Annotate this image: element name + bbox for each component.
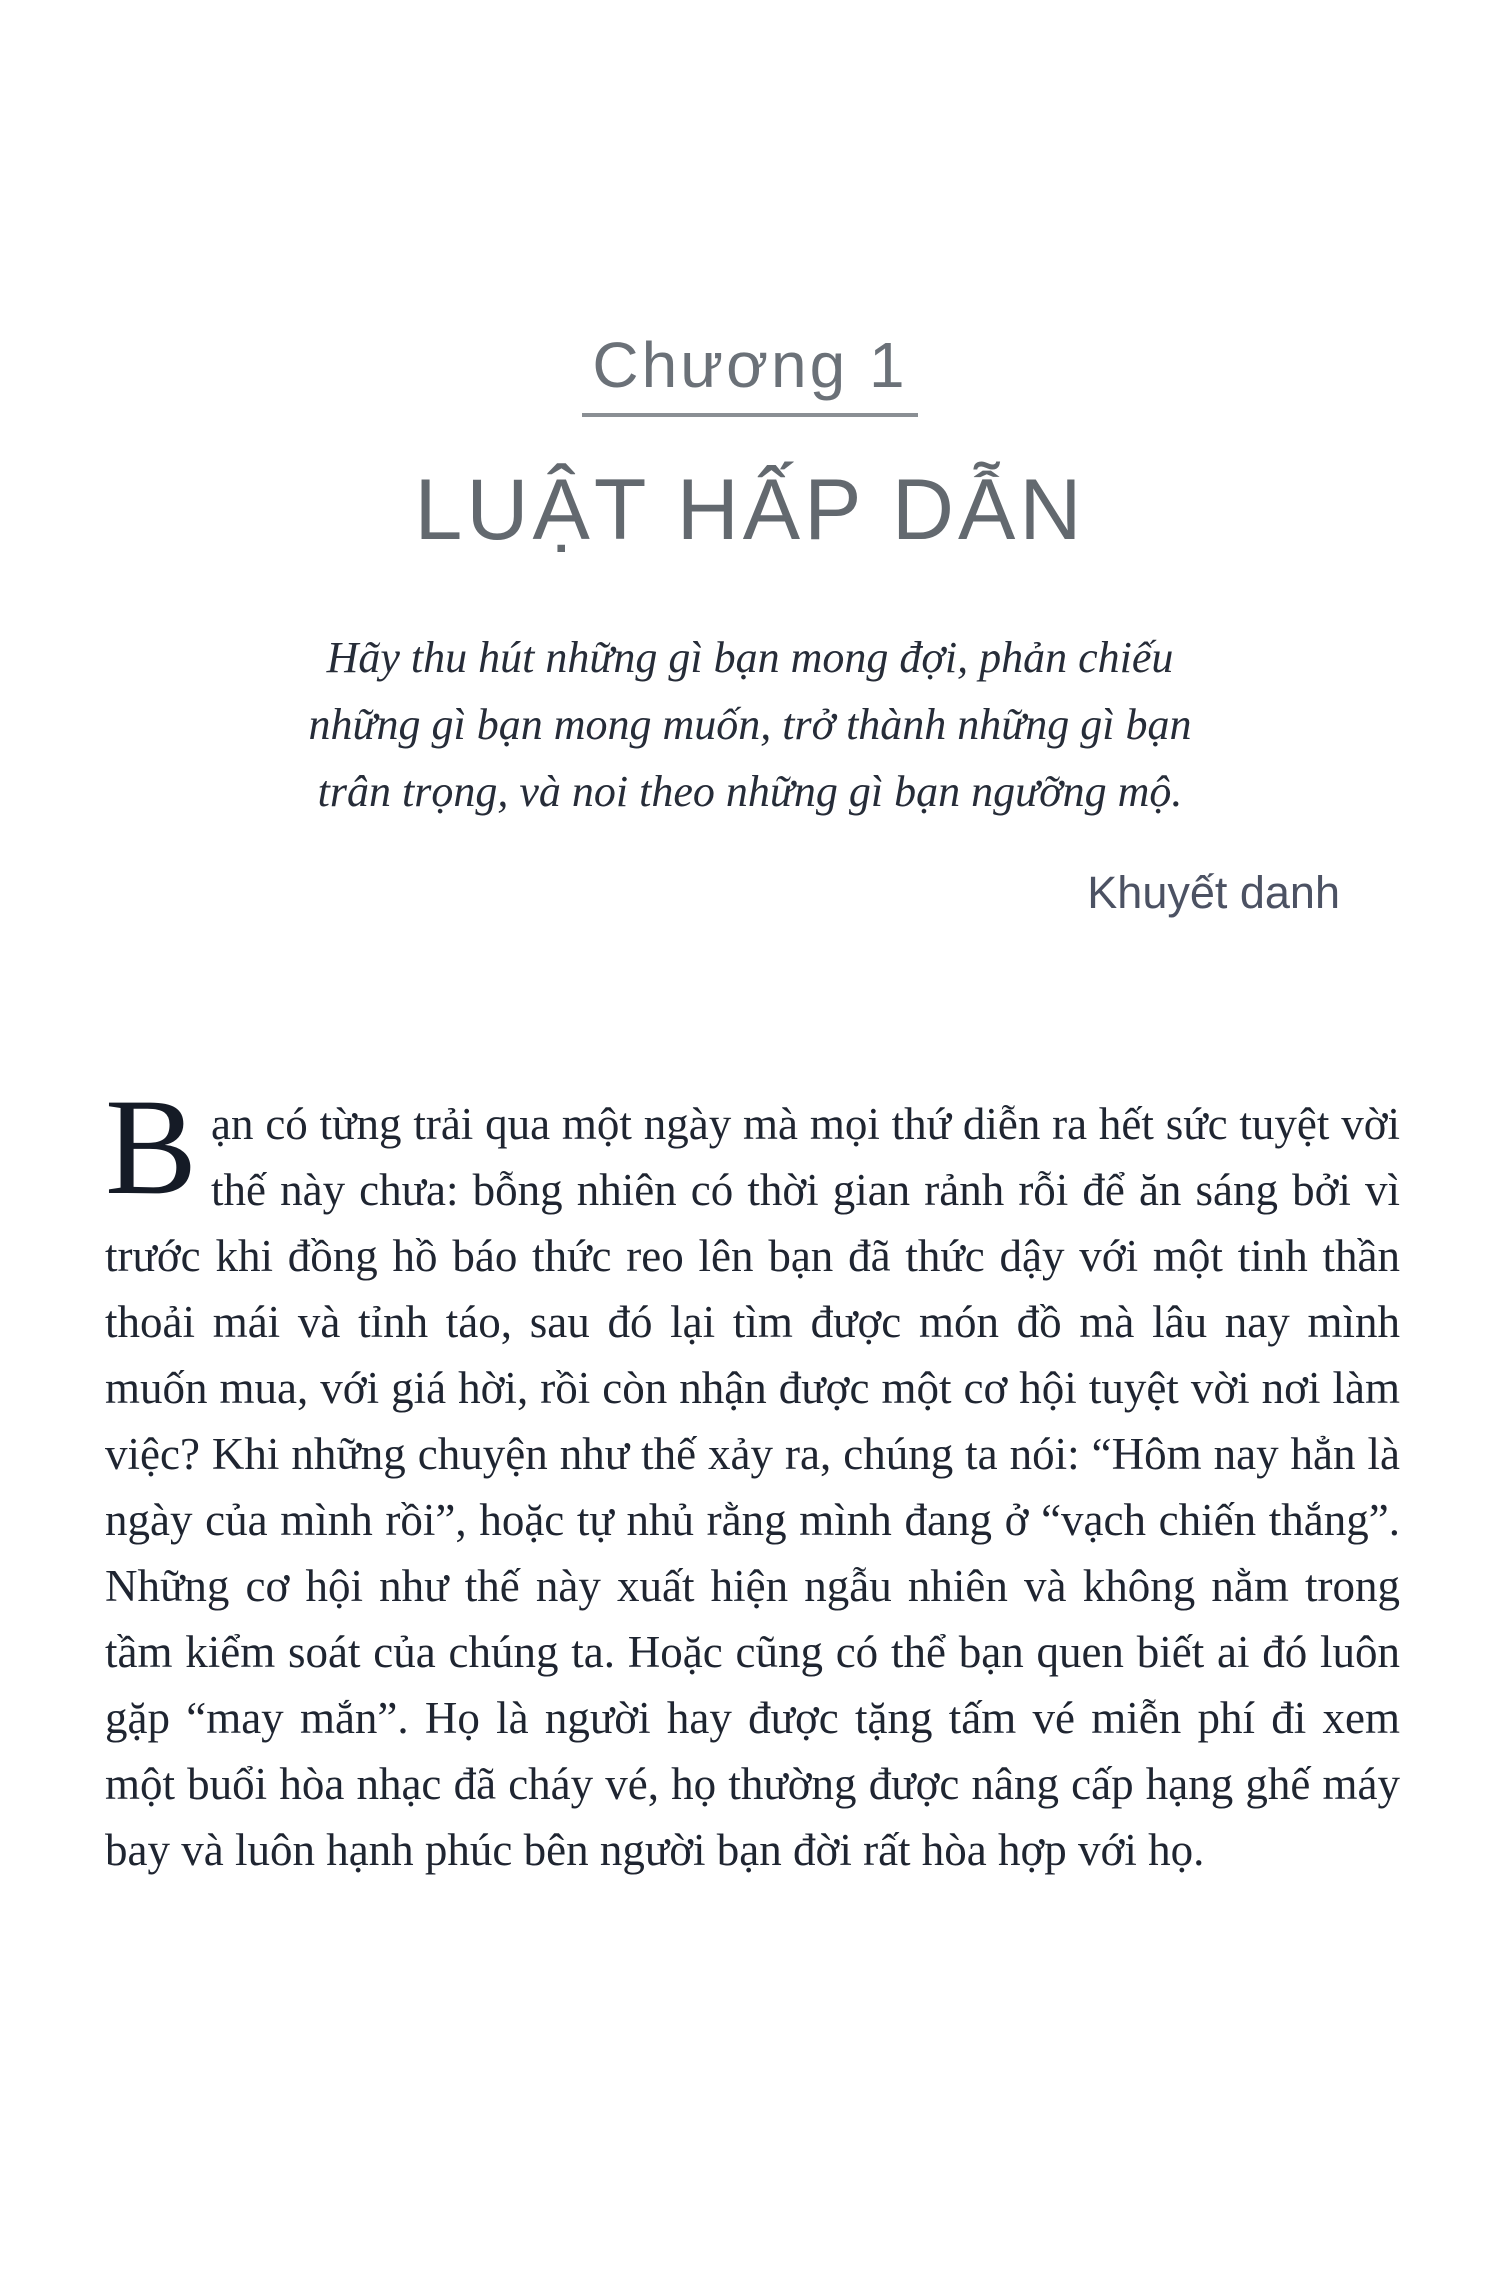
chapter-heading-area bbox=[0, 329, 1500, 417]
epigraph-attribution: Khuyết danh bbox=[1087, 866, 1340, 918]
epigraph-line-2: những gì bạn mong muốn, trở thành những gì bạn bbox=[308, 699, 1192, 749]
drop-cap: B bbox=[105, 1069, 198, 1223]
chapter-label: Chương 1 bbox=[582, 332, 917, 417]
epigraph bbox=[270, 624, 1230, 825]
epigraph-line-1: Hãy thu hút những gì bạn mong đợi, phản chiếu bbox=[326, 632, 1174, 682]
chapter-title: LUẬT HẤP DẪN bbox=[414, 462, 1086, 559]
epigraph-line-3: trân trọng, và noi theo những gì bạn ngưỡng mộ. bbox=[317, 766, 1183, 816]
body-paragraph bbox=[105, 1069, 1400, 1883]
paragraph-text: ạn có từng trải qua một ngày mà mọi thứ diễn ra hết sức tuyệt vời thế này chưa: bỗng nhiên có thời gian rảnh rỗi để ăn sáng bởi vì trước khi đồng hồ báo thức reo lên bạn đã thức dậy với một tinh thần thoải mái và tỉnh táo, sau đó lại tìm được món đồ mà lâu nay mình muốn mua, với giá hời, rồi còn nhận được một cơ hội tuyệt vời nơi làm việc? Khi những chuyện như thế xảy ra, chúng ta nói: “Hôm nay hẳn là ngày của mình rồi”, hoặc tự nhủ rằng mình đang ở “vạch chiến thắng”. Những cơ hội như thế này xuất hiện ngẫu nhiên và không nằm trong tầm kiểm soát của chúng ta. Hoặc cũng có thể bạn quen biết ai đó luôn gặp “may mắn”. Họ là người hay được tặng tấm vé miễn phí đi xem một buổi hòa nhạc đã cháy vé, họ thường được nâng cấp hạng ghế máy bay và luôn hạnh phúc bên người bạn đời rất hòa hợp với họ. bbox=[105, 1098, 1400, 1875]
